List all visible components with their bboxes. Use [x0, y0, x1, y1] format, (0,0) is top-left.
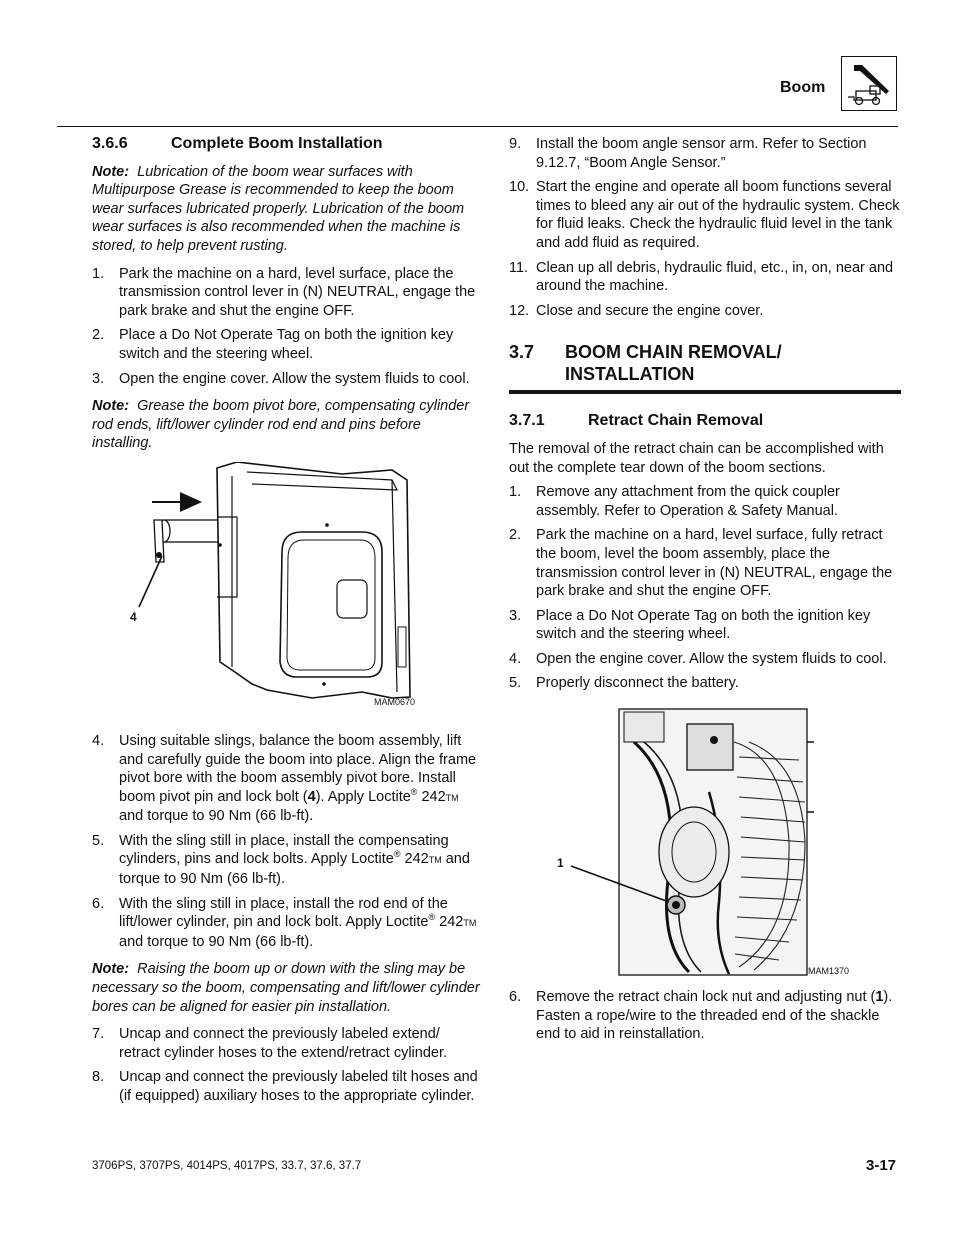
list-item: 11. Clean up all debris, hydraulic fluid, etc., in, on, near and around the machine. [509, 259, 894, 295]
list-item: 10. Start the engine and operate all boom functions several times to bleed any air out of the hydraulic system. Check for fluid leaks. Check the hydraulic fluid level in the tank and add fluid as required. [509, 179, 900, 251]
list-item: 4. Open the engine cover. Allow the system fluids to cool. [509, 650, 887, 667]
list-item: 1. Park the machine on a hard, level surface, place the transmission control lever in (N) NEUTRAL, engage the park brake and shut the engine OFF. [92, 265, 476, 319]
boom-pivot-figure [92, 462, 482, 732]
boom-machine-icon [841, 56, 897, 111]
list-item: 2. Place a Do Not Operate Tag on both the ignition key switch and the steering wheel. [92, 327, 454, 362]
list-item: 12. Close and secure the engine cover. [509, 302, 764, 319]
footer-models: 3706PS, 3707PS, 4014PS, 4017PS, 33.7, 37.6, 37.7 [92, 1160, 362, 1172]
callout-1: 1 [557, 856, 564, 871]
list-item: 7. Uncap and connect the previously labeled extend/ retract cylinder hoses to the extend/retract cylinder. [92, 1026, 448, 1061]
list-item: 8. Uncap and connect the previously labeled tilt hoses and (if equipped) auxiliary hoses to the appropriate cylinder. [92, 1069, 478, 1104]
list-item: 2. Park the machine on a hard, level surface, fully retract the boom, level the boom assembly, place the transmission control lever in (N) NEUTRAL, engage the park brake and shut the engine OFF. [509, 527, 893, 600]
retract-chain-figure [509, 702, 901, 984]
steps-4-6 [92, 732, 482, 952]
steps-7-8 [92, 1025, 482, 1105]
list-item: 6. With the sling still in place, install the rod end of the lift/lower cylinder, pin and lock bolt. Apply Loctite® 242TM and torque to 90 Nm (66 lb-ft). [92, 895, 477, 950]
list-item: 6. Remove the retract chain lock nut and adjusting nut (1). Fasten a rope/wire to the threaded end of the shackle end to aid in reinstallation. [509, 989, 893, 1043]
right-column [509, 135, 901, 1053]
section-heading: 3.7 BOOM CHAIN REMOVAL/ INSTALLATION [509, 342, 782, 385]
figure-code: MAM1370 [808, 966, 850, 977]
grease-note: Note: Grease the boom pivot bore, compensating cylinder rod ends, lift/lower cylinder rod end and pins before installing. [92, 398, 470, 452]
section-title: Boom [780, 79, 826, 96]
steps-1-5 [509, 483, 901, 693]
lubrication-note: Note: Lubrication of the boom wear surfaces with Multipurpose Grease is recommended to keep the boom wear surfaces lubricated properly. Lubrication of the boom wear surfaces is also recommended when the machine is stored, to help prevent rusting. [92, 163, 465, 254]
list-item: 3. Place a Do Not Operate Tag on both the ignition key switch and the steering wheel. [509, 607, 871, 643]
subsection-heading-retract: 3.7.1 Retract Chain Removal [509, 412, 764, 430]
list-item: 4. Using suitable slings, balance the boom assembly, lift and carefully guide the boom into place. Align the frame pivot bore with the boom assembly pivot bore. Install boom pivot pin and lock bolt (4). Apply Loctite® 242TM and torque to 90 Nm (66 lb-ft). [92, 732, 477, 825]
list-item: 3. Open the engine cover. Allow the system fluids to cool. [92, 370, 470, 387]
list-item: 1. Remove any attachment from the quick coupler assembly. Refer to Operation & Safety Manual. [509, 484, 840, 519]
header-rule [57, 126, 898, 127]
subsection-heading: 3.6.6 Complete Boom Installation [92, 135, 383, 152]
steps-1-3 [92, 265, 482, 389]
list-item: 9. Install the boom angle sensor arm. Refer to Section 9.12.7, “Boom Angle Sensor.” [509, 136, 867, 171]
list-item: 5. With the sling still in place, install the compensating cylinders, pins and lock bolts. Apply Loctite® 242TM and torque to 90 Nm (66 lb-ft). [92, 832, 470, 888]
figure-code: MAM0670 [374, 696, 416, 707]
step-6 [509, 988, 901, 1044]
callout-4: 4 [130, 609, 137, 624]
steps-9-12 [509, 135, 901, 320]
raising-note: Note: Raising the boom up or down with the sling may be necessary so the boom, compensating and lift/lower cylinder bores can be aligned for easier pin installation. [92, 961, 480, 1015]
list-item: 5. Properly disconnect the battery. [509, 675, 739, 692]
intro-paragraph: The removal of the retract chain can be accomplished with out the complete tear down of the boom sections. [509, 440, 884, 476]
page-number: 3-17 [866, 1157, 897, 1174]
left-column [92, 135, 482, 1115]
